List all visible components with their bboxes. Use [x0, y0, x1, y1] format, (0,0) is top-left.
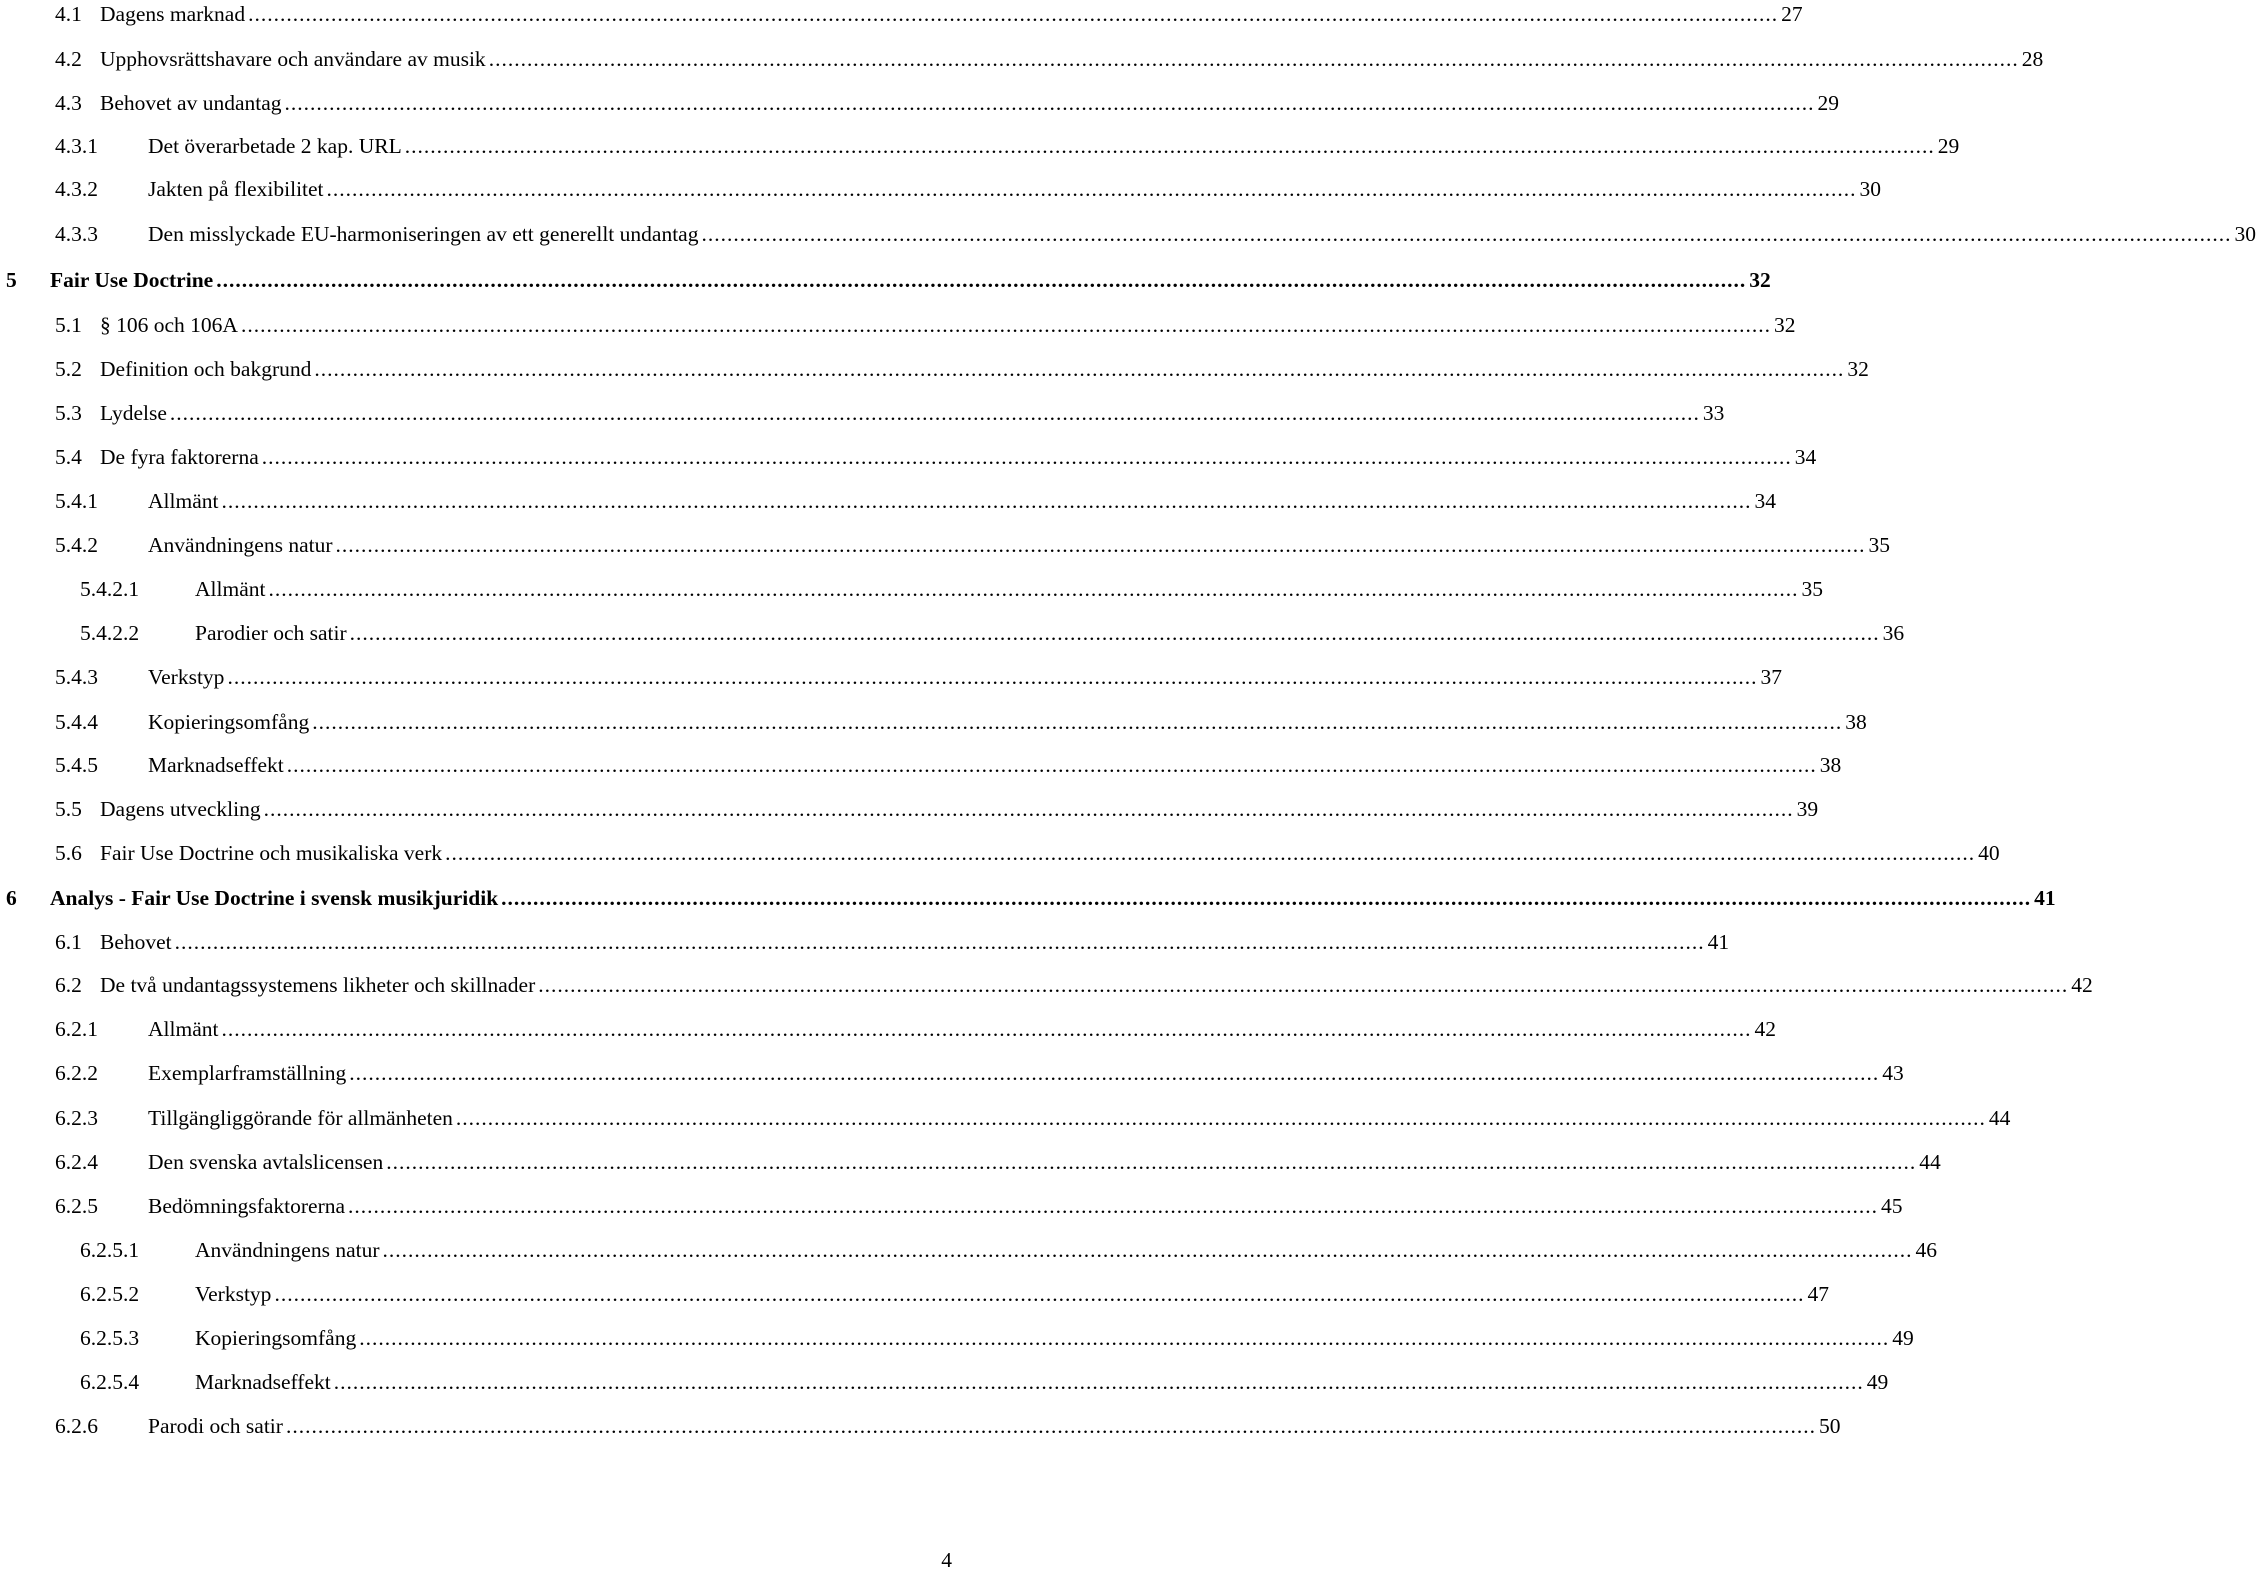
- toc-dot-leader: [227, 665, 1757, 690]
- toc-entry[interactable]: [0, 577, 1823, 607]
- toc-entry-number: 5: [6, 268, 17, 292]
- toc-dot-leader: [175, 930, 1705, 955]
- toc-entry[interactable]: [0, 134, 1960, 164]
- toc-dot-leader: [445, 841, 1975, 866]
- toc-entry-title: Allmänt: [148, 1017, 219, 1041]
- toc-entry-title: Användningens natur: [195, 1238, 380, 1262]
- toc-entry-number: 5.4.3: [55, 665, 98, 689]
- toc-entry[interactable]: [0, 930, 1730, 960]
- toc-dot-leader: [386, 1150, 1916, 1175]
- toc-entry-number: 4.1: [55, 2, 82, 26]
- toc-entry-page: 44: [1919, 1150, 1941, 1174]
- toc-entry-title: Marknadseffekt: [195, 1370, 331, 1394]
- toc-entry-page: 32: [1847, 357, 1869, 381]
- toc-entry-number: 5.4.1: [55, 489, 98, 513]
- page-number: 4: [941, 1548, 952, 1572]
- toc-dot-leader: [327, 177, 1857, 202]
- toc-entry-number: 5.4.2: [55, 533, 98, 557]
- toc-entry-page: 41: [1707, 930, 1730, 954]
- toc-entry[interactable]: [0, 665, 1782, 695]
- toc-dot-leader: [456, 1106, 1986, 1131]
- toc-entry-title: Fair Use Doctrine: [50, 268, 214, 292]
- toc-entry-page: 50: [1818, 1414, 1841, 1438]
- toc-entry-number: 6.2: [55, 973, 82, 997]
- toc-entry-title: Den misslyckade EU-harmoniseringen av ett generellt undantag: [148, 222, 699, 246]
- toc-dot-leader: [334, 1370, 1864, 1395]
- toc-entry-page: 46: [1915, 1238, 1938, 1262]
- toc-entry-page: 33: [1702, 401, 1725, 425]
- toc-entry[interactable]: [0, 1150, 1941, 1180]
- toc-entry-page: 37: [1760, 665, 1782, 689]
- toc-entry-title: Upphovsrättshavare och användare av musik: [100, 47, 486, 71]
- toc-entry-title: Analys - Fair Use Doctrine i svensk musikjuridik: [50, 886, 499, 910]
- toc-entry-page: 41: [2034, 886, 2056, 910]
- toc-entry-page: 29: [1817, 91, 1840, 115]
- toc-dot-leader: [314, 357, 1844, 382]
- toc-entry-number: 5.4.5: [55, 753, 98, 777]
- toc-dot-leader: [221, 1017, 1751, 1042]
- toc-entry[interactable]: [0, 1282, 1829, 1312]
- toc-entry-page: 39: [1796, 797, 1819, 821]
- toc-entry-number: 6.2.1: [55, 1017, 98, 1041]
- toc-entry-title: Verkstyp: [148, 665, 225, 689]
- toc-entry[interactable]: [0, 973, 2093, 1003]
- toc-entry-title: Marknadseffekt: [148, 753, 284, 777]
- toc-entry[interactable]: [0, 621, 1905, 651]
- toc-entry[interactable]: [0, 1106, 2011, 1136]
- toc-dot-leader: [216, 268, 1746, 293]
- toc-entry-title: Den svenska avtalslicensen: [148, 1150, 384, 1174]
- toc-entry-number: 6.2.5: [55, 1194, 98, 1218]
- toc-entry-number: 6: [6, 886, 17, 910]
- toc-entry-page: 45: [1881, 1194, 1903, 1218]
- toc-dot-leader: [349, 1061, 1879, 1086]
- toc-entry-page: 49: [1866, 1370, 1889, 1394]
- toc-entry-title: De två undantagssystemens likheter och skillnader: [100, 973, 536, 997]
- toc-dot-leader: [285, 91, 1815, 116]
- toc-entry-number: 5.4.4: [55, 710, 98, 734]
- toc-entry-title: Bedömningsfaktorerna: [148, 1194, 346, 1218]
- toc-dot-leader: [241, 313, 1771, 338]
- toc-entry-number: 6.2.3: [55, 1106, 98, 1130]
- toc-entry[interactable]: [0, 753, 1842, 783]
- toc-entry-number: 6.2.5.3: [80, 1326, 140, 1350]
- toc-entry[interactable]: [0, 1061, 1904, 1091]
- toc-entry-number: 4.3.3: [55, 222, 98, 246]
- toc-entry[interactable]: [0, 1326, 1914, 1356]
- toc-entry[interactable]: [0, 91, 1840, 121]
- toc-dot-leader: [383, 1238, 1913, 1263]
- toc-dot-leader: [489, 47, 2019, 72]
- toc-entry-number: 4.3: [55, 91, 82, 115]
- toc-entry[interactable]: [0, 1370, 1889, 1400]
- toc-entry[interactable]: [0, 1414, 1841, 1444]
- toc-entry-title: Definition och bakgrund: [100, 357, 312, 381]
- toc-entry-number: 4.2: [55, 47, 82, 71]
- toc-entry-number: 4.3.1: [55, 134, 98, 158]
- toc-entry-page: 38: [1819, 753, 1842, 777]
- toc-entry-number: 6.2.2: [55, 1061, 98, 1085]
- toc-entry-title: Parodier och satir: [195, 621, 347, 645]
- toc-entry-title: Behovet av undantag: [100, 91, 282, 115]
- toc-entry-number: 5.4: [55, 445, 82, 469]
- toc-entry-title: Behovet: [100, 930, 172, 954]
- toc-dot-leader: [501, 886, 2031, 911]
- toc-dot-leader: [286, 1414, 1816, 1439]
- toc-entry[interactable]: [0, 222, 2256, 252]
- toc-entry-title: Verkstyp: [195, 1282, 272, 1306]
- toc-entry[interactable]: [0, 2, 1803, 32]
- toc-entry-page: 36: [1882, 621, 1905, 645]
- toc-entry-page: 42: [2071, 973, 2093, 997]
- toc-entry-title: Dagens marknad: [100, 2, 246, 26]
- toc-dot-leader: [170, 401, 1700, 426]
- toc-entry-number: 5.3: [55, 401, 82, 425]
- toc-entry-number: 5.5: [55, 797, 82, 821]
- toc-entry[interactable]: [0, 47, 2044, 77]
- toc-dot-leader: [350, 621, 1880, 646]
- toc-entry-page: 35: [1868, 533, 1891, 557]
- toc-entry[interactable]: [0, 1017, 1776, 1047]
- toc-dot-leader: [312, 710, 1842, 735]
- toc-entry-title: Exemplarframställning: [148, 1061, 347, 1085]
- toc-dot-leader: [538, 973, 2068, 998]
- toc-entry-page: 32: [1773, 313, 1796, 337]
- toc-dot-leader: [274, 1282, 1804, 1307]
- toc-entry-page: 38: [1845, 710, 1867, 734]
- toc-entry-number: 6.2.5.1: [80, 1238, 140, 1262]
- toc-entry-title: Tillgängliggörande för allmänheten: [148, 1106, 453, 1130]
- toc-dot-leader: [336, 533, 1866, 558]
- toc-entry-title: Jakten på flexibilitet: [148, 177, 324, 201]
- toc-entry[interactable]: [0, 445, 1817, 475]
- toc-entry[interactable]: [0, 489, 1776, 519]
- toc-entry-page: 30: [1859, 177, 1882, 201]
- toc-entry-page: 29: [1937, 134, 1960, 158]
- toc-dot-leader: [405, 134, 1935, 159]
- toc-entry[interactable]: [0, 797, 1819, 827]
- toc-entry-title: Allmänt: [148, 489, 219, 513]
- toc-entry-page: 47: [1807, 1282, 1829, 1306]
- toc-entry-page: 35: [1801, 577, 1823, 601]
- toc-entry-page: 27: [1781, 2, 1803, 26]
- toc-dot-leader: [248, 2, 1778, 27]
- toc-entry[interactable]: [0, 1194, 1903, 1224]
- toc-dot-leader: [264, 797, 1794, 822]
- toc-entry-page: 34: [1754, 489, 1776, 513]
- toc-entry-page: 40: [1978, 841, 2000, 865]
- toc-dot-leader: [348, 1194, 1878, 1219]
- toc-entry-title: Parodi och satir: [148, 1414, 283, 1438]
- toc-entry-title: De fyra faktorerna: [100, 445, 259, 469]
- toc-entry-page: 49: [1892, 1326, 1914, 1350]
- toc-entry-number: 6.1: [55, 930, 82, 954]
- toc-entry[interactable]: [0, 357, 1869, 387]
- toc-entry-number: 5.4.2.2: [80, 621, 140, 645]
- toc-entry-number: 4.3.2: [55, 177, 98, 201]
- toc-entry-page: 44: [1988, 1106, 2011, 1130]
- toc-entry-number: 6.2.5.4: [80, 1370, 140, 1394]
- toc-entry-title: Kopieringsomfång: [195, 1326, 357, 1350]
- toc-dot-leader: [359, 1326, 1889, 1351]
- toc-dot-leader: [287, 753, 1817, 778]
- toc-entry[interactable]: [0, 886, 2056, 916]
- toc-entry-page: 32: [1749, 268, 1771, 292]
- toc-entry[interactable]: [0, 401, 1725, 431]
- toc-entry-page: 42: [1754, 1017, 1776, 1041]
- toc-entry-page: 43: [1882, 1061, 1904, 1085]
- toc-entry-page: 28: [2021, 47, 2044, 71]
- toc-dot-leader: [268, 577, 1798, 602]
- toc-entry[interactable]: [0, 533, 1891, 563]
- toc-entry-title: Lydelse: [100, 401, 167, 425]
- toc-entry-number: 5.6: [55, 841, 82, 865]
- toc-entry-number: 6.2.4: [55, 1150, 98, 1174]
- toc-entry-number: 5.1: [55, 313, 82, 337]
- toc-entry[interactable]: [0, 313, 1796, 343]
- toc-entry-page: 30: [2234, 222, 2256, 246]
- toc-entry-title: Kopieringsomfång: [148, 710, 310, 734]
- toc-entry-number: 6.2.5.2: [80, 1282, 140, 1306]
- toc-entry-title: § 106 och 106A: [100, 313, 238, 337]
- toc-entry[interactable]: [0, 710, 1867, 740]
- toc-dot-leader: [221, 489, 1751, 514]
- toc-entry-number: 6.2.6: [55, 1414, 98, 1438]
- toc-entry-page: 34: [1794, 445, 1817, 469]
- toc-entry[interactable]: [0, 177, 1882, 207]
- toc-entry[interactable]: [0, 841, 2000, 871]
- toc-entry[interactable]: [0, 268, 1771, 298]
- toc-entry-number: 5.4.2.1: [80, 577, 140, 601]
- toc-entry-title: Det överarbetade 2 kap. URL: [148, 134, 402, 158]
- toc-entry-title: Användningens natur: [148, 533, 333, 557]
- toc-entry-number: 5.2: [55, 357, 82, 381]
- toc-dot-leader: [701, 222, 2231, 247]
- toc-entry-title: Allmänt: [195, 577, 266, 601]
- toc-entry[interactable]: [0, 1238, 1938, 1268]
- toc-entry-title: Dagens utveckling: [100, 797, 261, 821]
- toc-entry-title: Fair Use Doctrine och musikaliska verk: [100, 841, 443, 865]
- toc-dot-leader: [262, 445, 1792, 470]
